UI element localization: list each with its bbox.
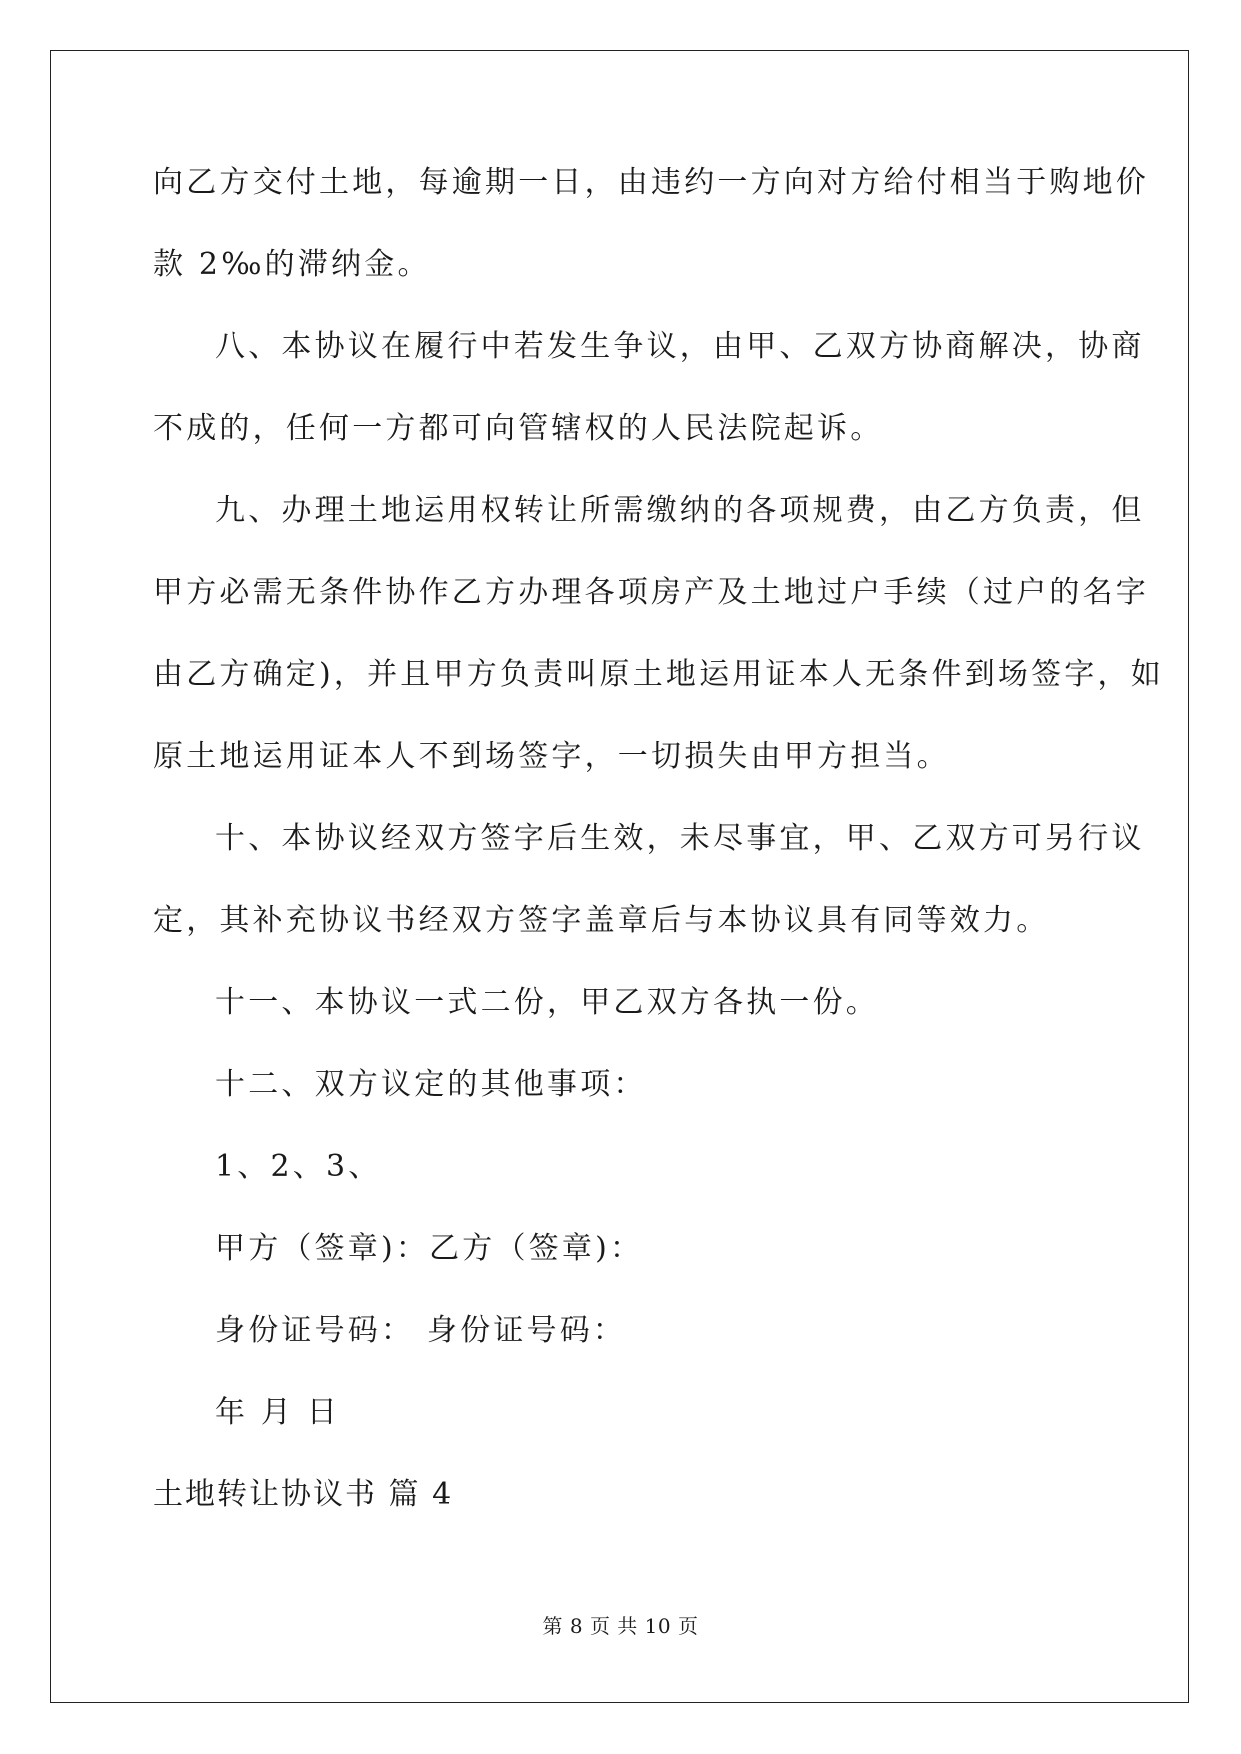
signature-line: 甲方（签章)：乙方（签章)： <box>215 1231 644 1266</box>
clause-eight: 八、本协议在履行中若发生争议，由甲、乙双方协商解决，协商 <box>215 329 1145 364</box>
body-line: 款 2‰的滞纳金。 <box>153 247 431 282</box>
document-body <box>153 163 1164 1515</box>
body-line: 不成的，任何一方都可向管辖权的人民法院起诉。 <box>153 411 884 446</box>
body-line: 向乙方交付土地，每逾期一日，由违约一方向对方给付相当于购地价 <box>153 165 1149 200</box>
body-line: 原土地运用证本人不到场签字，一切损失由甲方担当。 <box>153 739 950 774</box>
other-items-list: 1、2、3、 <box>215 1149 382 1184</box>
clause-eleven: 十一、本协议一式二份，甲乙双方各执一份。 <box>215 985 879 1020</box>
page-indicator: 第 8 页 共 10 页 <box>542 1614 699 1638</box>
date-line: 年 月 日 <box>215 1395 341 1430</box>
section-heading: 土地转让协议书 篇 4 <box>153 1477 454 1512</box>
body-line: 定，其补充协议书经双方签字盖章后与本协议具有同等效力。 <box>153 903 1050 938</box>
clause-nine: 九、办理土地运用权转让所需缴纳的各项规费，由乙方负责，但 <box>215 493 1145 528</box>
clause-twelve: 十二、双方议定的其他事项： <box>215 1067 647 1102</box>
body-line: 甲方必需无条件协作乙方办理各项房产及土地过户手续（过户的名字 <box>153 575 1149 610</box>
clause-ten: 十、本协议经双方签字后生效，未尽事宜，甲、乙双方可另行议 <box>215 821 1145 856</box>
body-line: 由乙方确定)，并且甲方负责叫原土地运用证本人无条件到场签字，如 <box>153 657 1164 692</box>
id-number-line: 身份证号码： 身份证号码： <box>215 1313 627 1348</box>
